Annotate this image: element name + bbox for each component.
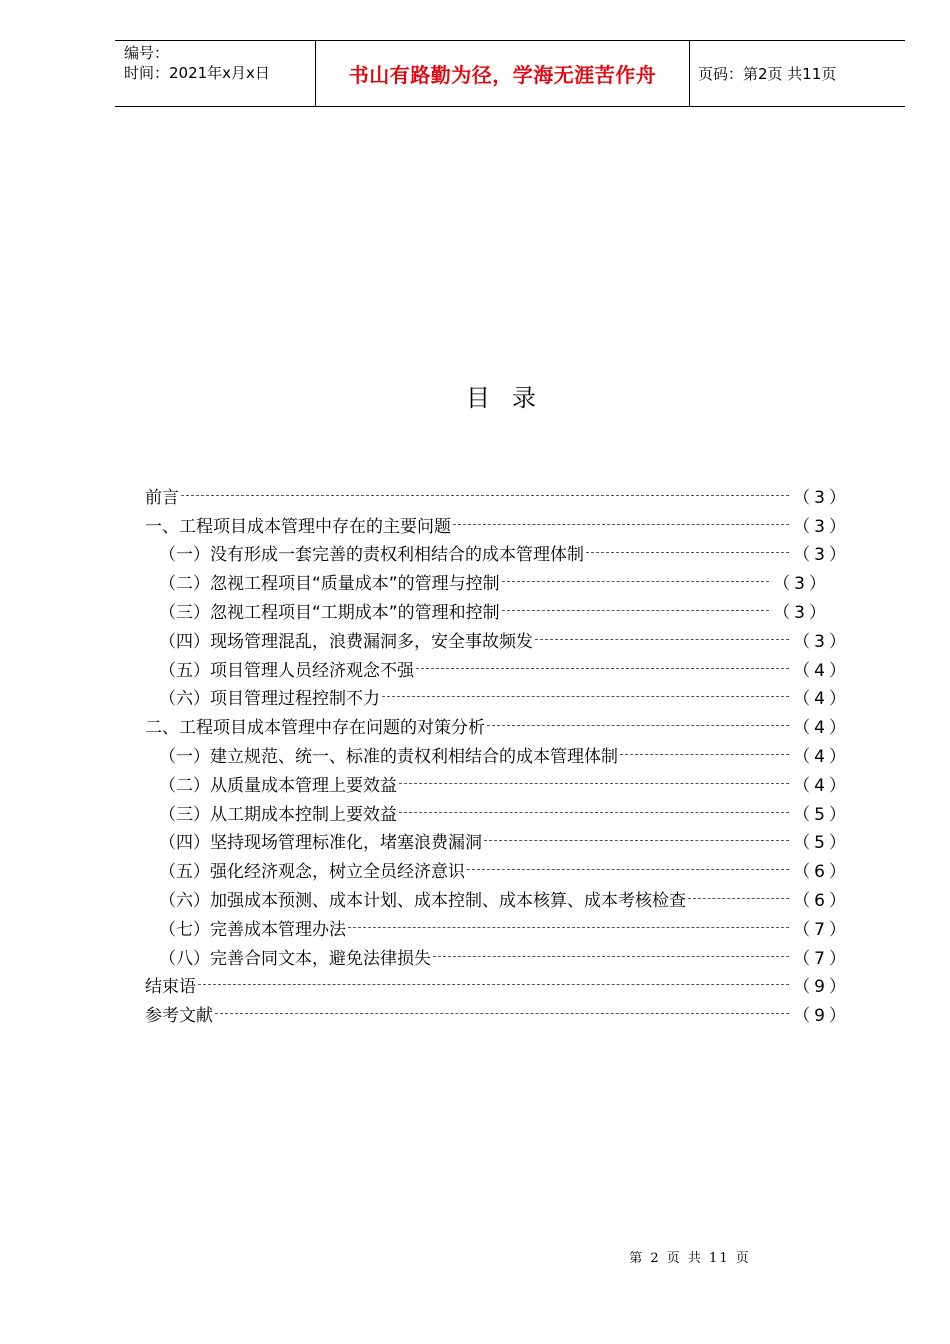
toc-entry-label: 一、工程项目成本管理中存在的主要问题 bbox=[145, 516, 451, 537]
toc-entry-label: （五）项目管理人员经济观念不强 bbox=[159, 660, 414, 681]
header-motto: 书山有路勤为径，学海无涯苦作舟 bbox=[348, 63, 657, 87]
toc-leader bbox=[467, 869, 789, 870]
toc-entry[interactable] bbox=[145, 884, 850, 913]
toc-entry-label: （二）忽视工程项目“质量成本”的管理与控制 bbox=[159, 574, 500, 595]
toc-entry[interactable] bbox=[145, 510, 850, 539]
toc-entry[interactable] bbox=[145, 769, 850, 798]
toc-entry-page: （3） bbox=[773, 574, 830, 595]
toc-entry[interactable] bbox=[145, 711, 850, 740]
document-time-label: 时间：2021年x月x日 bbox=[124, 64, 270, 82]
toc-leader bbox=[433, 956, 789, 957]
toc-entry[interactable] bbox=[145, 625, 850, 654]
toc-entry[interactable] bbox=[145, 971, 850, 1000]
toc-leader bbox=[416, 668, 789, 669]
toc-entry-label: （七）完善成本管理办法 bbox=[159, 919, 346, 940]
toc-entry[interactable] bbox=[145, 683, 850, 712]
toc-entry-page: （9） bbox=[793, 977, 850, 998]
toc-entry[interactable] bbox=[145, 798, 850, 827]
toc-leader bbox=[453, 524, 789, 525]
toc-entry-label: （六）项目管理过程控制不力 bbox=[159, 689, 380, 710]
toc-entry[interactable] bbox=[145, 596, 850, 625]
page-header bbox=[115, 40, 905, 107]
toc-leader bbox=[535, 639, 789, 640]
toc-entry-page: （5） bbox=[793, 804, 850, 825]
toc-entry-label: 参考文献 bbox=[145, 1006, 213, 1027]
toc-leader bbox=[502, 610, 770, 611]
toc-entry-page: （6） bbox=[793, 891, 850, 912]
toc-leader bbox=[215, 1013, 789, 1014]
toc-entry-label: （四）现场管理混乱，浪费漏洞多，安全事故频发 bbox=[159, 631, 533, 652]
toc-entry-page: （3） bbox=[793, 631, 850, 652]
toc-entry-page: （4） bbox=[793, 775, 850, 796]
toc-entry-page: （5） bbox=[793, 833, 850, 854]
toc-entry-page: （4） bbox=[793, 689, 850, 710]
table-of-contents bbox=[145, 481, 850, 1028]
toc-entry-page: （7） bbox=[793, 948, 850, 969]
toc-entry[interactable] bbox=[145, 942, 850, 971]
toc-entry-label: （六）加强成本预测、成本计划、成本控制、成本核算、成本考核检查 bbox=[159, 891, 686, 912]
toc-entry-page: （3） bbox=[793, 545, 850, 566]
header-meta bbox=[115, 41, 316, 106]
toc-entry-page: （9） bbox=[793, 1006, 850, 1027]
toc-entry-label: （一）没有形成一套完善的责权利相结合的成本管理体制 bbox=[159, 545, 584, 566]
header-motto-cell bbox=[316, 41, 690, 106]
toc-leader bbox=[198, 984, 789, 985]
toc-leader bbox=[484, 840, 789, 841]
toc-entry[interactable] bbox=[145, 567, 850, 596]
toc-entry-label: （三）从工期成本控制上要效益 bbox=[159, 804, 397, 825]
toc-leader bbox=[586, 552, 789, 553]
toc-leader bbox=[181, 495, 789, 496]
toc-entry-page: （3） bbox=[793, 516, 850, 537]
toc-entry-label: （三）忽视工程项目“工期成本”的管理和控制 bbox=[159, 603, 500, 624]
toc-leader bbox=[502, 581, 770, 582]
toc-leader bbox=[487, 725, 789, 726]
toc-entry-label: （八）完善合同文本，避免法律损失 bbox=[159, 948, 431, 969]
toc-entry-page: （6） bbox=[793, 862, 850, 883]
toc-entry[interactable] bbox=[145, 481, 850, 510]
toc-entry-label: 前言 bbox=[145, 487, 179, 508]
toc-entry-label: （二）从质量成本管理上要效益 bbox=[159, 775, 397, 796]
toc-entry[interactable] bbox=[145, 654, 850, 683]
toc-entry-page: （3） bbox=[773, 603, 830, 624]
toc-entry-page: （4） bbox=[793, 718, 850, 739]
toc-entry[interactable] bbox=[145, 827, 850, 856]
toc-entry[interactable] bbox=[145, 855, 850, 884]
toc-title: 目录 bbox=[466, 384, 558, 412]
toc-entry-label: 二、工程项目成本管理中存在问题的对策分析 bbox=[145, 718, 485, 739]
toc-leader bbox=[382, 696, 789, 697]
toc-entry[interactable] bbox=[145, 740, 850, 769]
toc-entry-page: （4） bbox=[793, 660, 850, 681]
toc-entry[interactable] bbox=[145, 539, 850, 568]
toc-leader bbox=[348, 927, 789, 928]
toc-leader bbox=[620, 754, 789, 755]
toc-leader bbox=[688, 898, 789, 899]
document-number-label: 编号： bbox=[124, 44, 170, 62]
toc-entry-label: （一）建立规范、统一、标准的责权利相结合的成本管理体制 bbox=[159, 747, 618, 768]
toc-entry-page: （3） bbox=[793, 487, 850, 508]
toc-entry-label: （四）坚持现场管理标准化，堵塞浪费漏洞 bbox=[159, 833, 482, 854]
toc-entry-label: （五）强化经济观念，树立全员经济意识 bbox=[159, 862, 465, 883]
toc-entry-label: 结束语 bbox=[145, 977, 196, 998]
toc-leader bbox=[399, 783, 789, 784]
toc-entry[interactable] bbox=[145, 913, 850, 942]
page-footer: 第 2 页 共 11 页 bbox=[629, 1251, 751, 1266]
header-page-code: 页码：第2页 共11页 bbox=[698, 65, 837, 83]
toc-entry-page: （7） bbox=[793, 919, 850, 940]
toc-leader bbox=[399, 812, 789, 813]
toc-entry-page: （4） bbox=[793, 747, 850, 768]
toc-entry[interactable] bbox=[145, 999, 850, 1028]
